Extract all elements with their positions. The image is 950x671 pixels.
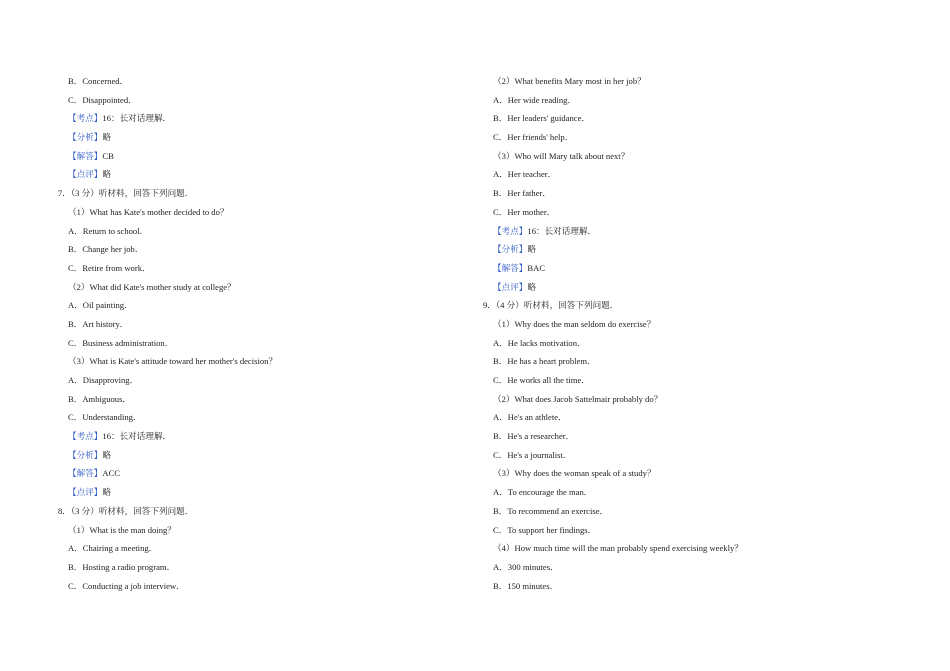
answer-option: A．He's an athlete． <box>493 412 567 423</box>
answer-option: B．To recommend an exercise． <box>493 505 609 516</box>
analysis-line <box>58 109 478 128</box>
answer-option: A．Return to school． <box>68 225 149 236</box>
answer-option: A．Oil painting． <box>68 300 133 311</box>
answer-option: A．To encourage the man． <box>493 487 593 498</box>
analysis-line <box>58 165 478 184</box>
analysis-tag: 【解答】 <box>68 150 103 161</box>
answer-option: A．He lacks motivation． <box>493 337 586 348</box>
answer-option: A．Her teacher． <box>493 169 557 180</box>
right-column <box>483 72 903 595</box>
analysis-text: BAC <box>527 262 546 273</box>
answer-option: C．Understanding． <box>68 412 142 423</box>
analysis-tag: 【考点】 <box>493 225 528 236</box>
sub-question: （2）What did Kate's mother study at college？ <box>68 281 236 292</box>
analysis-tag: 【分析】 <box>68 132 103 143</box>
sub-question: （1）Why does the man seldom do exercise？ <box>493 318 656 329</box>
sub-question: （3）Why does the woman speak of a study？ <box>493 468 656 479</box>
answer-option: B．He has a heart problem． <box>493 356 596 367</box>
left-column <box>58 72 478 595</box>
analysis-tag: 【分析】 <box>493 244 528 255</box>
analysis-line <box>58 147 478 166</box>
answer-option: B．Concerned． <box>68 76 129 86</box>
analysis-line <box>483 222 903 241</box>
sub-question: （3）Who will Mary talk about next？ <box>493 150 630 161</box>
sub-question: （1）What is the man doing？ <box>68 524 176 535</box>
sub-question: （2）What benefits Mary most in her job？ <box>493 76 646 86</box>
analysis-line <box>58 464 478 483</box>
analysis-text: 略 <box>102 449 111 460</box>
answer-option: A．300 minutes． <box>493 561 559 572</box>
answer-option: C．Disappointed． <box>68 94 137 105</box>
sub-question: （4）How much time will the man probably spend exercising weekly？ <box>493 543 743 554</box>
analysis-text: CB <box>102 150 114 161</box>
sub-question: （2）What does Jacob Sattelmair probably do？ <box>493 393 663 404</box>
answer-option: A．Disapproving． <box>68 375 139 385</box>
answer-option: C．Conducting a job interview． <box>68 580 185 591</box>
answer-option: C．He's a journalist． <box>493 449 572 460</box>
analysis-tag: 【点评】 <box>493 281 528 292</box>
question-heading: 8．（3 分）听材料，回答下列问题． <box>58 505 194 516</box>
analysis-text: 16：长对话理解． <box>527 225 597 236</box>
analysis-line <box>58 446 478 465</box>
answer-option: B．Art history． <box>68 318 129 329</box>
analysis-line <box>58 483 478 502</box>
analysis-text: 略 <box>102 169 111 180</box>
analysis-text: 略 <box>102 132 111 143</box>
answer-option: B．Hosting a radio program． <box>68 561 176 572</box>
analysis-line <box>58 427 478 446</box>
analysis-line <box>483 259 903 278</box>
analysis-text: ACC <box>102 468 121 479</box>
answer-option: A．Chairing a meeting． <box>68 543 158 554</box>
analysis-tag: 【考点】 <box>68 113 103 124</box>
analysis-line <box>483 240 903 259</box>
analysis-line <box>483 278 903 297</box>
analysis-text: 略 <box>102 487 111 498</box>
answer-option: C．Retire from work． <box>68 262 151 273</box>
answer-option: C．He works all the time． <box>493 375 590 385</box>
analysis-text: 略 <box>527 281 536 292</box>
analysis-tag: 【分析】 <box>68 449 103 460</box>
analysis-tag: 【点评】 <box>68 169 103 180</box>
answer-option: B．Change her job． <box>68 244 144 255</box>
answer-option: C．Business administration． <box>68 337 174 348</box>
answer-option: C．Her mother． <box>493 206 556 217</box>
answer-option: B．150 minutes． <box>493 580 559 591</box>
analysis-text: 16：长对话理解． <box>102 113 172 124</box>
analysis-text: 略 <box>527 244 536 255</box>
answer-option: B．Ambiguous． <box>68 393 132 404</box>
answer-option: A．Her wide reading． <box>493 94 577 105</box>
sub-question: （3）What is Kate's attitude toward her mother's decision？ <box>68 356 278 367</box>
answer-option: C．Her friends' help． <box>493 132 574 143</box>
question-heading: 9．（4 分）听材料，回答下列问题． <box>483 300 619 311</box>
answer-option: C．To support her findings． <box>493 524 597 535</box>
answer-option: B．He's a researcher． <box>493 431 575 442</box>
analysis-text: 16：长对话理解． <box>102 431 172 442</box>
sub-question: （1）What has Kate's mother decided to do？ <box>68 206 229 217</box>
answer-option: B．Her leaders' guidance． <box>493 113 590 124</box>
analysis-tag: 【解答】 <box>493 262 528 273</box>
analysis-tag: 【考点】 <box>68 431 103 442</box>
analysis-tag: 【解答】 <box>68 468 103 479</box>
answer-option: B．Her father． <box>493 188 551 199</box>
analysis-tag: 【点评】 <box>68 487 103 498</box>
analysis-line <box>58 128 478 147</box>
question-heading: 7．（3 分）听材料，回答下列问题． <box>58 188 194 199</box>
